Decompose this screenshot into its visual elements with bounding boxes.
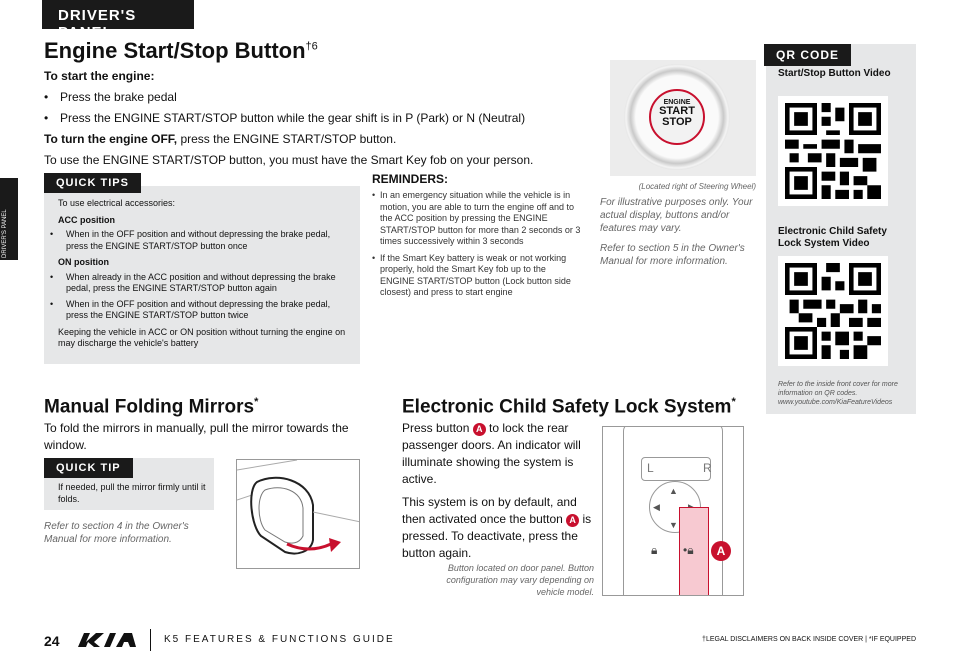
lock-icon: 🔒︎ bbox=[651, 543, 658, 557]
quick-tips-label: QUICK TIPS bbox=[44, 173, 141, 193]
quick-tip-label: QUICK TIP bbox=[44, 458, 133, 478]
child-lock-caption: Button located on door panel. Button configuration may vary depending on vehicle model. bbox=[446, 563, 594, 597]
child-lock-icon: •🔒︎ bbox=[683, 543, 694, 557]
mirror-dpad: ▲ ▼ ◀ bbox=[649, 481, 701, 533]
start-heading: To start the engine: bbox=[44, 69, 155, 83]
qr-code-icon bbox=[785, 263, 881, 359]
section-tab: DRIVER'S PANEL bbox=[42, 0, 194, 29]
on-heading: ON position bbox=[58, 257, 109, 267]
mirrors-body: To fold the mirrors in manually, pull the mirror towards the window. bbox=[44, 421, 349, 452]
qr-code-child-lock[interactable] bbox=[778, 256, 888, 366]
page-number: 24 bbox=[44, 633, 60, 649]
reminders bbox=[372, 172, 582, 299]
start-button-photo bbox=[610, 60, 756, 176]
battery-warning: Keeping the vehicle in ACC or ON position without turning the engine on may discharge the vehicle's battery bbox=[58, 326, 346, 348]
mirror-left-label: L bbox=[647, 461, 654, 475]
acc-heading: ACC position bbox=[58, 214, 115, 225]
reminder-2: • If the Smart Key battery is weak or not working properly, hold the Smart Key fob up to the ENGINE START/STOP button (Lock button side closest) and press to start engine bbox=[372, 252, 571, 297]
door-panel-illustration bbox=[602, 426, 744, 596]
owner-manual-note-4: Refer to section 4 in the Owner's Manual for more information. bbox=[44, 521, 189, 545]
guide-title: K5 FEATURES & FUNCTIONS GUIDE bbox=[164, 634, 395, 645]
start-button-caption: (Located right of Steering Wheel) bbox=[638, 182, 756, 191]
kia-logo-icon bbox=[76, 630, 138, 650]
child-lock-title: Electronic Child Safety Lock System* bbox=[402, 396, 736, 418]
on-bullet-1: • When already in the ACC position and without depressing the brake pedal, press the ENGINE START/STOP button again bbox=[66, 272, 354, 295]
mirrors-title: Manual Folding Mirrors* bbox=[44, 396, 259, 418]
footer-divider bbox=[150, 629, 151, 651]
illustrative-note: For illustrative purposes only. Your actual display, buttons and/or features may vary. bbox=[600, 197, 753, 234]
bullet-brake: • Press the brake pedal bbox=[60, 89, 574, 106]
marker-a: A bbox=[473, 423, 486, 436]
start-stop-button-graphic: ENGINE START STOP bbox=[649, 89, 705, 145]
qr-code-icon bbox=[785, 103, 881, 199]
side-section-tab: DRIVER'S PANEL bbox=[0, 178, 18, 260]
mirror-illustration bbox=[236, 459, 360, 569]
mirror-quick-tip-box bbox=[44, 458, 214, 510]
mirror-right-label: R bbox=[703, 461, 712, 475]
acc-bullet: • When in the OFF position and without depressing the brake pedal, press the ENGINE START/STOP button once bbox=[66, 229, 354, 252]
reminder-1: • In an emergency situation while the vehicle is in motion, you are able to turn the engine off and to the ACC position by pressing the ENGINE START/STOP button for more than 2 seconds or 3 times successively within 3 seconds bbox=[372, 190, 581, 246]
qr-code-label: QR CODE bbox=[764, 44, 851, 66]
marker-a-callout: A bbox=[711, 541, 731, 561]
reminders-heading: REMINDERS: bbox=[372, 172, 449, 186]
qr-footnote: Refer to the inside front cover for more information on QR codes. www.youtube.com/KiaFeatureVideos bbox=[778, 381, 898, 406]
child-lock-body: Press button A to lock the rear passenger doors. An indicator will illuminate showing the system is active. This system is on by default, and then activated once the button A is pressed. To deactivate, press the button again. bbox=[402, 421, 592, 560]
qr-code-panel bbox=[766, 44, 916, 414]
mirror-icon bbox=[237, 460, 360, 569]
marker-a: A bbox=[566, 514, 579, 527]
quick-tips-box bbox=[44, 177, 360, 364]
footer-disclaimer: †LEGAL DISCLAIMERS ON BACK INSIDE COVER | *IF EQUIPPED bbox=[702, 636, 916, 643]
qr-video-1-title: Start/Stop Button Video bbox=[778, 68, 891, 79]
turn-off-text: To turn the engine OFF, press the ENGINE START/STOP button. bbox=[44, 132, 397, 146]
page-title: Engine Start/Stop Button$^{\dagger 6}$ bbox=[44, 38, 318, 63]
tips-intro: To use electrical accessories: bbox=[58, 198, 176, 208]
smart-key-text: To use the ENGINE START/STOP button, you must have the Smart Key fob on your person. bbox=[44, 153, 534, 167]
kia-logo bbox=[76, 630, 138, 650]
mirror-tip-text: If needed, pull the mirror firmly until it folds. bbox=[58, 482, 206, 504]
on-bullet-2: • When in the OFF position and without depressing the brake pedal, press the ENGINE START/STOP button twice bbox=[66, 299, 354, 322]
title-superscript: †6 bbox=[305, 40, 318, 53]
owner-manual-note-5: Refer to section 5 in the Owner's Manual for more information. bbox=[600, 243, 745, 267]
qr-video-2-title: Electronic Child Safety Lock System Video bbox=[778, 226, 887, 249]
bullet-press-button: • Press the ENGINE START/STOP button while the gear shift is in P (Park) or N (Neutral) bbox=[60, 110, 574, 127]
qr-code-start-stop[interactable] bbox=[778, 96, 888, 206]
engine-instructions bbox=[44, 68, 574, 169]
